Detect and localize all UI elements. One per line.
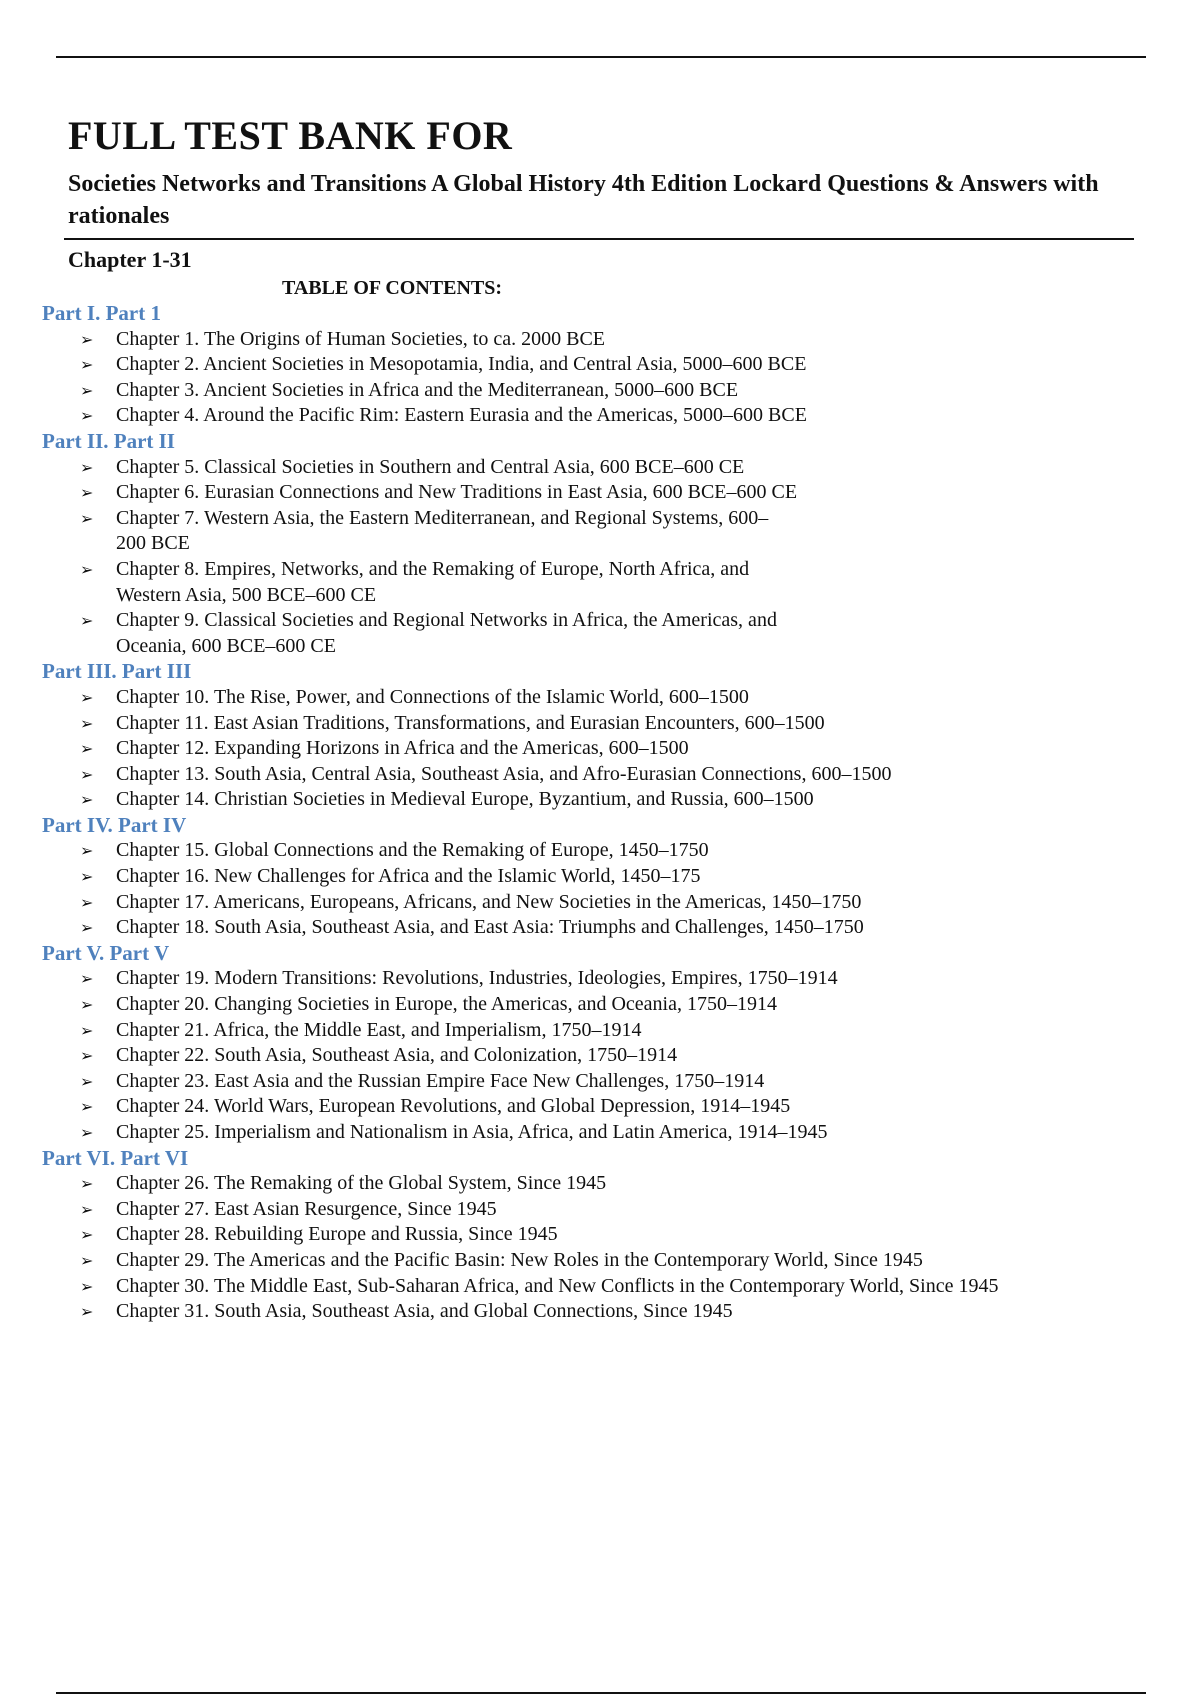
chapter-title: Chapter 8. Empires, Networks, and the Remaking of Europe, North Africa, and Western Asia, 500 BCE–600 CE (116, 557, 750, 606)
arrowhead-bullet-icon: ➢ (80, 329, 94, 349)
arrowhead-bullet-icon: ➢ (80, 508, 94, 528)
chapter-item (42, 1018, 1172, 1044)
arrowhead-bullet-icon: ➢ (80, 713, 94, 733)
chapter-title: Chapter 11. East Asian Traditions, Transformations, and Eurasian Encounters, 600–1500 (116, 711, 825, 734)
arrowhead-bullet-icon: ➢ (80, 764, 94, 784)
chapter-title: Chapter 24. World Wars, European Revolutions, and Global Depression, 1914–1945 (116, 1095, 791, 1118)
chapter-item (42, 1222, 1172, 1248)
chapter-item (42, 890, 1172, 916)
chapter-item (42, 1043, 1172, 1069)
chapter-title: Chapter 20. Changing Societies in Europe, the Americas, and Oceania, 1750–1914 (116, 993, 777, 1016)
chapter-title: Chapter 10. The Rise, Power, and Connections of the Islamic World, 600–1500 (116, 685, 749, 708)
chapter-title: Chapter 26. The Remaking of the Global System, Since 1945 (116, 1172, 607, 1195)
arrowhead-bullet-icon: ➢ (80, 892, 94, 912)
chapter-item (42, 1171, 1172, 1197)
chapter-item (42, 557, 781, 608)
arrowhead-bullet-icon: ➢ (80, 1225, 94, 1245)
chapter-title: Chapter 3. Ancient Societies in Africa and the Mediterranean, 5000–600 BCE (116, 378, 739, 401)
chapter-title: Chapter 6. Eurasian Connections and New Traditions in East Asia, 600 BCE–600 CE (116, 481, 798, 504)
chapter-title: Chapter 29. The Americas and the Pacific Basin: New Roles in the Contemporary World, Since 1945 (116, 1248, 923, 1271)
arrowhead-bullet-icon: ➢ (80, 1071, 94, 1091)
part-heading-1: Part I. Part 1 (42, 301, 161, 325)
chapter-title: Chapter 14. Christian Societies in Medieval Europe, Byzantium, and Russia, 600–1500 (116, 788, 814, 811)
chapter-title: Chapter 15. Global Connections and the Remaking of Europe, 1450–1750 (116, 839, 709, 862)
arrowhead-bullet-icon: ➢ (80, 355, 94, 375)
arrowhead-bullet-icon: ➢ (80, 1046, 94, 1066)
chapter-item (42, 787, 1172, 813)
chapter-title: Chapter 9. Classical Societies and Regional Networks in Africa, the Americas, and Oceania, 600 BCE–600 CE (116, 609, 777, 657)
chapter-title: Chapter 7. Western Asia, the Eastern Mediterranean, and Regional Systems, 600–200 BCE (116, 506, 769, 555)
chapter-item (42, 608, 796, 659)
chapter-list-part-2 (42, 455, 1172, 660)
chapter-range: Chapter 1-31 (68, 247, 192, 272)
chapter-title: Chapter 4. Around the Pacific Rim: Eastern Eurasia and the Americas, 5000–600 BCE (116, 404, 807, 427)
chapter-title: Chapter 1. The Origins of Human Societies, to ca. 2000 BCE (116, 327, 605, 350)
arrowhead-bullet-icon: ➢ (80, 739, 94, 759)
arrowhead-bullet-icon: ➢ (80, 1123, 94, 1142)
document-subtitle: Societies Networks and Transitions A Global History 4th Edition Lockard Questions & Answers with rationales (68, 171, 1099, 229)
arrowhead-bullet-icon: ➢ (80, 867, 94, 887)
chapter-item (42, 711, 1172, 737)
arrowhead-bullet-icon: ➢ (80, 559, 94, 579)
arrowhead-bullet-icon: ➢ (80, 1250, 94, 1270)
chapter-list-part-4 (42, 838, 1172, 940)
chapter-item (42, 480, 816, 506)
part-heading-4: Part IV. Part IV (42, 812, 187, 837)
chapter-item (42, 1274, 1172, 1300)
arrowhead-bullet-icon: ➢ (80, 406, 94, 426)
arrowhead-bullet-icon: ➢ (80, 969, 94, 989)
chapter-list-part-3 (42, 685, 1172, 813)
chapter-title: Chapter 21. Africa, the Middle East, and Imperialism, 1750–1914 (116, 1018, 642, 1041)
chapter-title: Chapter 25. Imperialism and Nationalism in Asia, Africa, and Latin America, 1914–1945 (116, 1121, 828, 1143)
arrowhead-bullet-icon: ➢ (80, 841, 94, 861)
arrowhead-bullet-icon: ➢ (80, 1097, 94, 1117)
part-heading-2: Part II. Part II (42, 428, 175, 453)
chapter-title: Chapter 23. East Asia and the Russian Empire Face New Challenges, 1750–1914 (116, 1069, 765, 1092)
chapter-title: Chapter 2. Ancient Societies in Mesopotamia, India, and Central Asia, 5000–600 BCE (116, 353, 807, 376)
top-rule (56, 56, 1146, 58)
arrowhead-bullet-icon: ➢ (80, 457, 94, 477)
arrowhead-bullet-icon: ➢ (80, 611, 94, 631)
arrowhead-bullet-icon: ➢ (80, 995, 94, 1015)
chapter-item (42, 864, 1172, 890)
chapter-item (42, 685, 1172, 711)
chapter-item (42, 992, 1172, 1018)
chapter-title: Chapter 5. Classical Societies in Southern and Central Asia, 600 BCE–600 CE (116, 455, 745, 478)
toc-heading: TABLE OF CONTENTS: (282, 277, 503, 299)
header-rule (64, 238, 1134, 240)
chapter-item (42, 838, 1172, 864)
chapter-item (42, 1299, 1172, 1325)
chapter-title: Chapter 28. Rebuilding Europe and Russia, Since 1945 (116, 1223, 558, 1246)
chapter-item (42, 506, 796, 557)
table-of-contents (42, 301, 1172, 1325)
chapter-item (42, 455, 816, 481)
arrowhead-bullet-icon: ➢ (80, 790, 94, 810)
document-title: FULL TEST BANK FOR (68, 113, 513, 158)
chapter-title: Chapter 18. South Asia, Southeast Asia, and East Asia: Triumphs and Challenges, 1450–1750 (116, 916, 864, 939)
chapter-item (42, 1094, 1172, 1120)
chapter-list-part-5 (42, 966, 1172, 1145)
arrowhead-bullet-icon: ➢ (80, 687, 94, 707)
chapter-list-part-6 (42, 1171, 1172, 1325)
bottom-rule (56, 1692, 1146, 1694)
chapter-item (42, 1120, 1172, 1146)
arrowhead-bullet-icon: ➢ (80, 1174, 94, 1194)
arrowhead-bullet-icon: ➢ (80, 918, 94, 938)
chapter-item (42, 378, 816, 404)
chapter-title: Chapter 16. New Challenges for Africa and the Islamic World, 1450–175 (116, 865, 701, 888)
chapter-title: Chapter 30. The Middle East, Sub-Saharan Africa, and New Conflicts in the Contemporary World, Since 1945 (116, 1274, 999, 1297)
part-heading-6: Part VI. Part VI (42, 1145, 189, 1170)
chapter-title: Chapter 31. South Asia, Southeast Asia, and Global Connections, Since 1945 (116, 1300, 733, 1323)
arrowhead-bullet-icon: ➢ (80, 1276, 94, 1296)
chapter-item (42, 915, 1172, 941)
arrowhead-bullet-icon: ➢ (80, 1302, 94, 1322)
chapter-item (42, 403, 816, 429)
chapter-title: Chapter 22. South Asia, Southeast Asia, and Colonization, 1750–1914 (116, 1044, 678, 1067)
chapter-list-part-1 (42, 327, 1172, 429)
chapter-item (42, 327, 1172, 353)
chapter-item (42, 736, 1172, 762)
part-heading-5: Part V. Part V (42, 940, 170, 965)
chapter-title: Chapter 27. East Asian Resurgence, Since 1945 (116, 1197, 497, 1220)
chapter-item (42, 1197, 1172, 1223)
chapter-item (42, 762, 1172, 788)
chapter-item (42, 966, 1172, 992)
chapter-item (42, 1069, 1172, 1095)
chapter-title: Chapter 17. Americans, Europeans, Africans, and New Societies in the Americas, 1450–1750 (116, 890, 862, 913)
chapter-item (42, 352, 816, 378)
chapter-title: Chapter 19. Modern Transitions: Revolutions, Industries, Ideologies, Empires, 1750–1914 (116, 967, 838, 990)
part-heading-3: Part III. Part III (42, 659, 192, 684)
chapter-title: Chapter 12. Expanding Horizons in Africa and the Americas, 600–1500 (116, 737, 689, 760)
chapter-title: Chapter 13. South Asia, Central Asia, Southeast Asia, and Afro-Eurasian Connections, 600–1500 (116, 762, 892, 785)
arrowhead-bullet-icon: ➢ (80, 1020, 94, 1040)
arrowhead-bullet-icon: ➢ (80, 483, 94, 503)
arrowhead-bullet-icon: ➢ (80, 380, 94, 400)
arrowhead-bullet-icon: ➢ (80, 1199, 94, 1219)
chapter-item (42, 1248, 1172, 1274)
